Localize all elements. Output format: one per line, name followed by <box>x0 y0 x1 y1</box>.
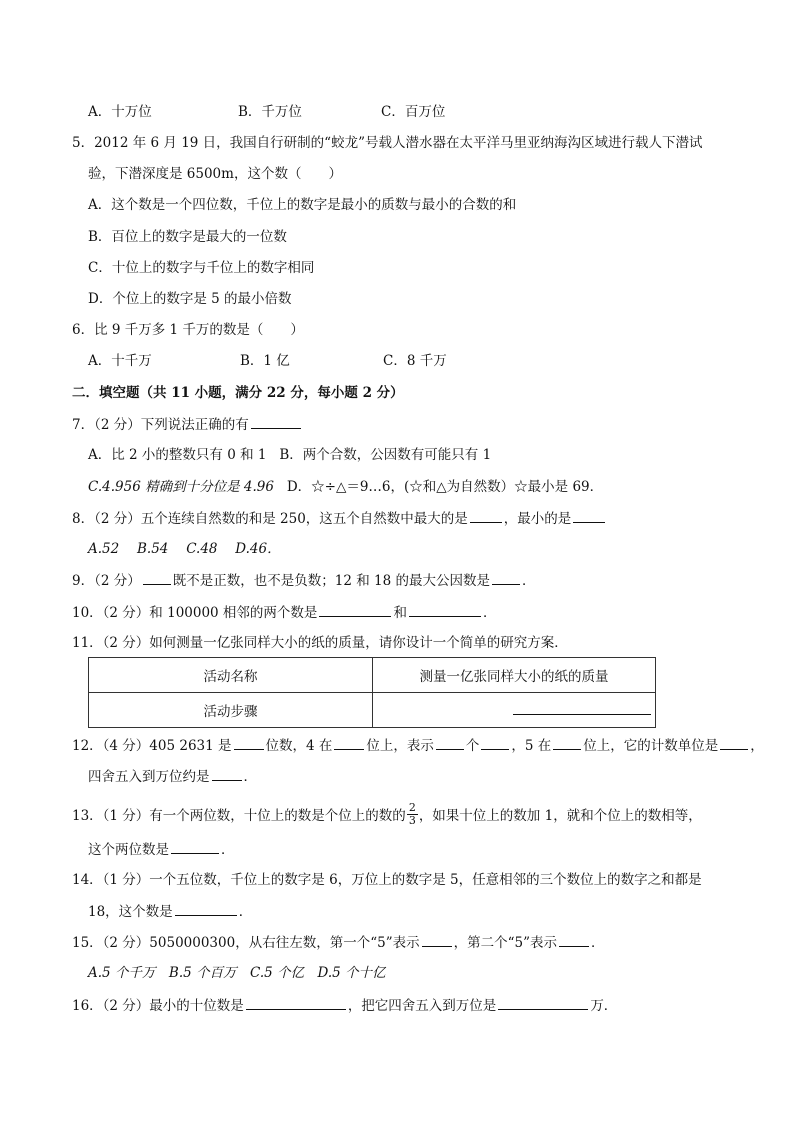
q5-option-c: C．十位上的数字与千位上的数字相同 <box>88 260 315 276</box>
q4-option-a: A．十万位 <box>88 104 152 120</box>
q13-fraction <box>407 802 418 827</box>
q11-activity-table <box>88 657 656 728</box>
q16-line <box>72 996 617 1015</box>
q15-line1 <box>72 933 605 952</box>
q14-blank[interactable] <box>175 902 237 916</box>
q9-end: ． <box>521 573 536 589</box>
q12-blank-5[interactable] <box>553 736 581 750</box>
q15-blank-1[interactable] <box>422 933 452 947</box>
q12-line1 <box>72 736 764 755</box>
q4-option-c: C．百万位 <box>381 104 446 120</box>
q7-stem: 7．（2 分）下列说法正确的有 <box>72 417 249 433</box>
q9-line <box>72 571 535 590</box>
q7-options-row1 <box>88 446 491 464</box>
q12-text-5: ，5 在 <box>511 738 552 754</box>
q14-line2-end: ． <box>238 904 253 920</box>
q7-options-row2 <box>88 478 603 496</box>
q10-line <box>72 603 496 622</box>
q12-line2-end: ． <box>243 769 257 785</box>
q12-line2 <box>88 767 257 786</box>
q5-option-a: A．这个数是一个四位数，千位上的数字是最小的质数与最小的合数的和 <box>88 197 517 213</box>
q6-option-c: C．8 千万 <box>383 353 447 369</box>
q15-text-3: ． <box>591 935 605 951</box>
q15-blank-2[interactable] <box>559 933 589 947</box>
q8-stem-a: 8．（2 分）五个连续自然数的和是 250，这五个自然数中最大的是 <box>72 511 468 527</box>
q16-text-3: 万． <box>590 998 618 1014</box>
q6-stem: 6．比 9 千万多 1 千万的数是（ ） <box>72 322 304 338</box>
q15-text-2: ，第二个“5”表示 <box>453 935 557 951</box>
q10-end: ． <box>482 605 497 621</box>
q8-blank-min[interactable] <box>573 509 605 523</box>
q10-prefix: 10．（2 分）和 100000 相邻的两个数是 <box>72 605 318 621</box>
q13-line2-text: 这个两位数是 <box>88 842 169 858</box>
q10-mid: 和 <box>393 605 407 621</box>
q15-text-1: 15．（2 分）5050000300，从右往左数，第一个“5”表示 <box>72 935 420 951</box>
q16-blank-1[interactable] <box>246 996 346 1010</box>
q12-text-7: ， <box>750 738 764 754</box>
q12-line2-text: 四舍五入到万位约是 <box>88 769 210 785</box>
q13-blank[interactable] <box>171 840 219 854</box>
q12-text-4: 个 <box>465 738 480 754</box>
q16-blank-2[interactable] <box>498 996 588 1010</box>
q13-fraction-denominator: 3 <box>408 814 416 827</box>
q14-line1: 14．（1 分）一个五位数，千位上的数字是 6，万位上的数字是 5，任意相邻的三个数位上的数字之和都是 <box>72 872 702 888</box>
q13-line2-end: ． <box>221 842 235 858</box>
q12-text-6: 位上，它的计数单位是 <box>583 738 719 754</box>
q11-steps-blank[interactable] <box>513 701 651 715</box>
q7-option-b: B．两个合数，公因数有可能只有 1 <box>279 447 492 463</box>
q5-option-d: D．个位上的数字是 5 的最小倍数 <box>88 291 292 307</box>
q8-stem-b: ，最小的是 <box>503 511 572 527</box>
table-row <box>89 693 656 728</box>
q9-mid: 既不是正数，也不是负数；12 和 18 的最大公因数是 <box>172 573 490 589</box>
q7-option-a: A．比 2 小的整数只有 0 和 1 <box>88 447 267 463</box>
q8-stem-line <box>72 509 607 528</box>
q7-option-d: D．☆÷△＝9…6，(☆和△为自然数）☆最小是 69． <box>286 479 604 495</box>
q9-blank-2[interactable] <box>492 571 520 585</box>
q11-table-steps-cell[interactable] <box>373 693 656 728</box>
q13-line1 <box>72 801 702 829</box>
q6-options <box>88 352 447 370</box>
q13-text-2: ，如果十位上的数加 1，就和个位上的数相等， <box>418 808 702 824</box>
table-row <box>89 658 656 693</box>
q12-blank-4[interactable] <box>481 736 509 750</box>
q7-answer-blank[interactable] <box>251 415 301 429</box>
q9-prefix: 9．（2 分） <box>72 573 141 589</box>
q13-line2 <box>88 840 235 859</box>
q5-option-b: B．百位上的数字是最大的一位数 <box>88 229 287 245</box>
q16-text-1: 16．（2 分）最小的十位数是 <box>72 998 244 1014</box>
q7-option-c: C.4.956 精确到十分位是 4.96 <box>88 479 274 495</box>
q10-blank-1[interactable] <box>319 603 391 617</box>
q13-text-1: 13．（1 分）有一个两位数，十位上的数是个位上的数的 <box>72 808 406 824</box>
q11-table-name-label: 活动名称 <box>89 658 373 693</box>
section2-heading: 二．填空题（共 11 小题，满分 22 分，每小题 2 分） <box>72 385 404 401</box>
q12-text-3: 位上，表示 <box>366 738 434 754</box>
q6-option-b: B．1 亿 <box>240 353 290 369</box>
q5-stem-line1: 5．2012 年 6 月 19 日，我国自行研制的“蛟龙”号载人潜水器在太平洋马里亚纳海沟区域进行载人下潜试 <box>72 135 703 151</box>
q12-text-2: 位数，4 在 <box>265 738 333 754</box>
q5-stem-line2: 验，下潜深度是 6500m，这个数（ ） <box>88 166 342 182</box>
q9-blank-1[interactable] <box>143 571 171 585</box>
q8-options: A.52 B.54 C.48 D.46． <box>88 541 281 557</box>
q12-blank-7[interactable] <box>212 767 242 781</box>
q7-stem-line <box>72 415 303 434</box>
q6-option-a: A．十千万 <box>88 353 152 369</box>
q8-blank-max[interactable] <box>470 509 502 523</box>
q14-line2 <box>88 902 252 921</box>
q12-blank-2[interactable] <box>334 736 364 750</box>
q15-options: A.5 个千万 B.5 个百万 C.5 个亿 D.5 个十亿 <box>88 965 386 981</box>
q4-options <box>88 103 445 121</box>
q13-fraction-numerator: 2 <box>408 801 416 814</box>
q16-text-2: ，把它四舍五入到万位是 <box>347 998 497 1014</box>
q12-blank-3[interactable] <box>436 736 464 750</box>
q11-stem: 11．（2 分）如何测量一亿张同样大小的纸的质量，请你设计一个简单的研究方案． <box>72 635 568 651</box>
q12-blank-6[interactable] <box>720 736 748 750</box>
q11-table-steps-label: 活动步骤 <box>89 693 373 728</box>
q14-line2-text: 18，这个数是 <box>88 904 173 920</box>
q4-option-b: B．千万位 <box>238 104 302 120</box>
q11-table-name-value: 测量一亿张同样大小的纸的质量 <box>373 658 656 693</box>
q12-blank-1[interactable] <box>234 736 264 750</box>
q12-text-1: 12．（4 分）405 2631 是 <box>72 738 232 754</box>
q10-blank-2[interactable] <box>409 603 481 617</box>
